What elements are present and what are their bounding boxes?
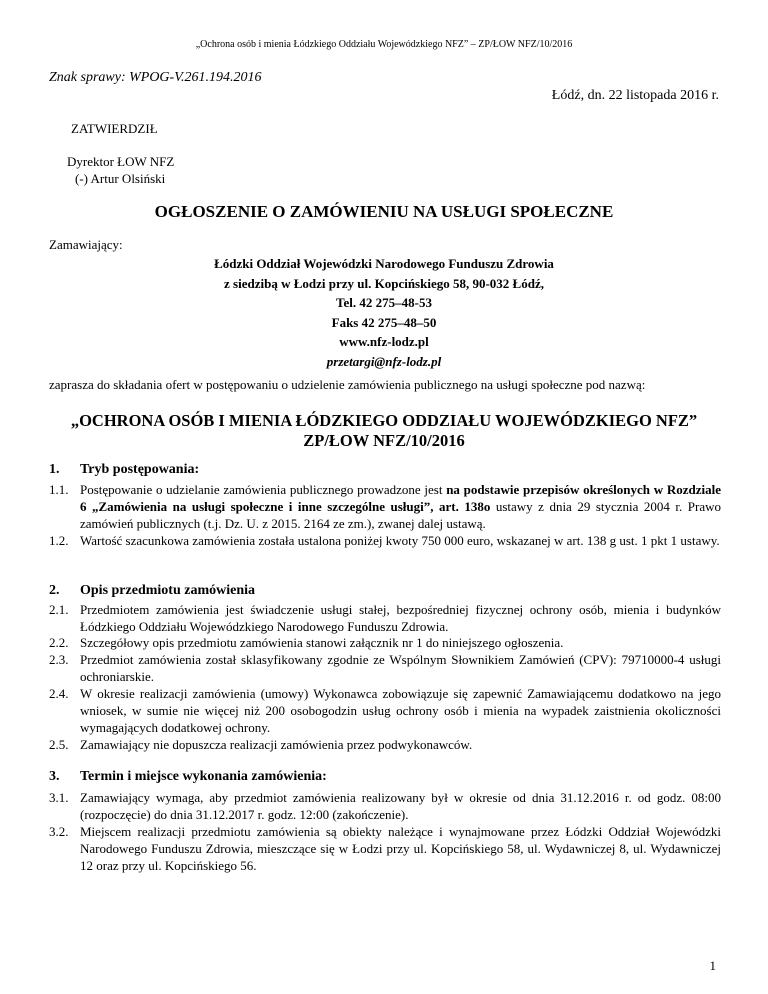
item-text: Przedmiot zamówienia został sklasyfikowany zgodnie ze Wspólnym Słownikiem Zamówień (CPV): 79710000-4 usługi ochroniarskie. xyxy=(80,652,721,684)
orderer-fax: Faks 42 275–48–50 xyxy=(331,314,437,330)
director-title: Dyrektor ŁOW NFZ xyxy=(67,154,175,169)
invitation-text: zaprasza do składania ofert w postępowaniu o udzielenie zamówienia publicznego na usługi społeczne pod nazwą: xyxy=(49,377,646,392)
approved-label: ZATWIERDZIŁ xyxy=(71,121,158,136)
procedure-title-ref: ZP/ŁOW NFZ/10/2016 xyxy=(303,431,465,450)
section-number: 3. xyxy=(49,769,60,784)
list-item xyxy=(49,736,721,753)
item-number: 1.2. xyxy=(49,533,69,548)
page-number: 1 xyxy=(709,958,716,973)
section-heading xyxy=(49,583,255,599)
procedure-title xyxy=(0,411,768,451)
date-line: Łódź, dn. 22 listopada 2016 r. xyxy=(551,88,719,103)
item-number: 2.2. xyxy=(49,635,69,650)
item-text: Szczegółowy opis przedmiotu zamówienia stanowi załącznik nr 1 do niniejszego ogłoszenia. xyxy=(80,635,564,650)
director-name: (-) Artur Olsiński xyxy=(75,171,166,186)
item-number: 1.1. xyxy=(49,482,69,497)
item-text: ustawy z dnia 29 stycznia 2004 r. Prawo zamówień publicznych (t.j. Dz. U. z 2015. 2164 ze zm.), zwanej dalej ustawą. xyxy=(80,499,721,531)
section-title: Opis przedmiotu zamówienia xyxy=(80,583,255,598)
orderer-block xyxy=(0,254,768,372)
list-item xyxy=(49,685,721,736)
orderer-email: przetargi@nfz-lodz.pl xyxy=(326,353,442,369)
director-block xyxy=(67,153,174,187)
orderer-label: Zamawiający: xyxy=(49,237,123,252)
item-number: 2.5. xyxy=(49,737,69,752)
case-reference: Znak sprawy: WPOG-V.261.194.2016 xyxy=(49,70,262,85)
section-heading xyxy=(49,462,199,478)
item-text: Miejscem realizacji przedmiotu zamówienia są obiekty należące i wynajmowane przez Łódzki Oddział Wojewódzki Narodowego Funduszu Zdrowia, mieszczące się w Łodzi przy ul. Kopcińskiego 58, ul. Wydawniczej 8, ul. Wydawniczej 12 oraz przy ul. Kopcińskiego 56. xyxy=(80,824,721,873)
item-text: Przedmiotem zamówienia jest świadczenie usługi stałej, bezpośredniej fizycznej ochrony osób, mienia i budynków Łódzkiego Oddziału Wojewódzkiego Narodowego Funduszu Zdrowia. xyxy=(80,602,721,634)
list-item xyxy=(49,789,721,823)
item-text-bold: na podstawie przepisów określonych w Rozdziale 6 „Zamówienia na usługi społeczne i inne szczególne usługi”, art. 138o xyxy=(80,482,722,514)
document-title: OGŁOSZENIE O ZAMÓWIENIU NA USŁUGI SPOŁECZNE xyxy=(154,202,614,221)
item-text: Wartość szacunkowa zamówienia została ustalona poniżej kwoty 750 000 euro, wskazanej w art. 138 g ust. 1 pkt 1 ustawy. xyxy=(80,533,720,548)
item-number: 2.3. xyxy=(49,652,69,667)
item-number: 3.2. xyxy=(49,824,69,839)
section-title: Tryb postępowania: xyxy=(80,462,200,477)
list-item xyxy=(49,481,721,532)
list-item xyxy=(49,532,721,549)
item-text: Zamawiający wymaga, aby przedmiot zamówienia realizowany był w okresie od dnia 31.12.2016 r. od godz. 08:00 (rozpoczęcie) do dnia 31.12.2017 r. godz. 12:00 (zakończenie). xyxy=(80,790,721,822)
item-number: 2.1. xyxy=(49,602,69,617)
section-number: 2. xyxy=(49,583,60,598)
orderer-website: www.nfz-lodz.pl xyxy=(339,334,429,350)
procedure-title-name: „OCHRONA OSÓB I MIENIA ŁÓDZKIEGO ODDZIAŁU WOJEWÓDZKIEGO NFZ” xyxy=(70,411,698,430)
running-header: „Ochrona osób i mienia Łódzkiego Oddziału Wojewódzkiego NFZ” – ZP/ŁOW NFZ/10/2016 xyxy=(195,39,573,50)
list-item xyxy=(49,601,721,635)
item-text: Postępowanie o udzielanie zamówienia publicznego prowadzone jest xyxy=(80,482,447,497)
item-text: Zamawiający nie dopuszcza realizacji zamówienia przez podwykonawców. xyxy=(80,737,473,752)
section-number: 1. xyxy=(49,462,60,477)
item-number: 2.4. xyxy=(49,686,69,701)
orderer-address: z siedzibą w Łodzi przy ul. Kopcińskiego 58, 90-032 Łódź, xyxy=(224,275,544,291)
orderer-phone: Tel. 42 275–48-53 xyxy=(336,295,432,311)
item-number: 3.1. xyxy=(49,790,69,805)
list-item xyxy=(49,634,721,651)
list-item xyxy=(49,651,721,685)
orderer-name: Łódzki Oddział Wojewódzki Narodowego Funduszu Zdrowia xyxy=(214,256,554,271)
item-text: W okresie realizacji zamówienia (umowy) Wykonawca zobowiązuje się zapewnić Zamawiającemu dodatkowo na jego wniosek, w sumie nie więcej niż 200 osobogodzin usług ochrony osób i mienia na wypadek zaistnienia okoliczności wymagających dodatkowej ochrony. xyxy=(80,686,721,735)
section-title: Termin i miejsce wykonania zamówienia: xyxy=(80,769,327,784)
list-item xyxy=(49,823,721,874)
section-heading xyxy=(49,769,327,785)
